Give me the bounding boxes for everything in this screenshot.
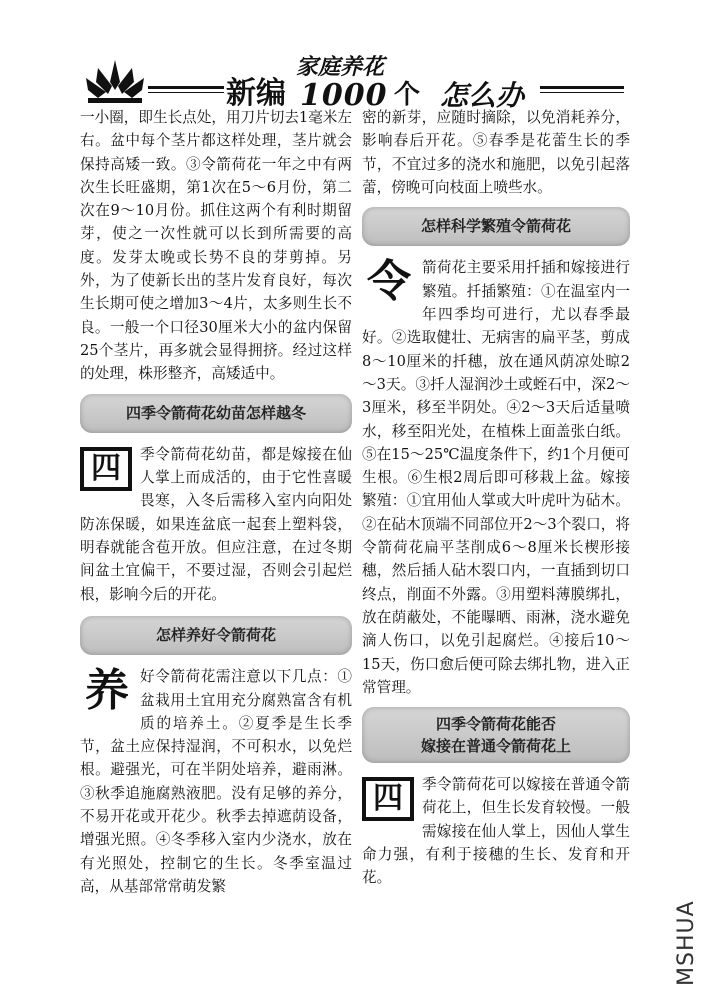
header-ge: 个 bbox=[394, 80, 421, 110]
header-rule-left-2 bbox=[148, 92, 224, 93]
watermark: MSHUA bbox=[674, 900, 699, 986]
header-rule-left bbox=[148, 86, 224, 89]
dropcap-ling: 令 bbox=[367, 256, 411, 308]
left-paragraph-2: 四 季令箭荷花幼苗，都是嫁接在仙人掌上而成活的，由于它性喜暖畏寒，入冬后需移入室内向阳处防冻保暖，如果连盆底一起套上塑料袋，明春就能含苞开放。但应注意，在过冬期间盆土宜偏干，不要过湿，否则会引起烂根，影响今后的开花。 bbox=[80, 445, 352, 603]
header-rule-right-2 bbox=[540, 92, 624, 93]
dropcap-yang: 养 bbox=[85, 665, 129, 717]
header-rule-right bbox=[540, 86, 624, 89]
section-heading-propagation: 怎样科学繁殖令箭荷花 bbox=[362, 207, 630, 246]
lotus-icon bbox=[84, 56, 146, 108]
header-number: 1000 bbox=[300, 78, 388, 113]
right-column bbox=[362, 106, 630, 890]
right-paragraph-3: 四 季令箭荷花可以嫁接在普通令箭荷花上，但生长发育较慢。一般需嫁接在仙人掌上，因仙人掌生命力强，有利于接穗的生长、发育和开花。 bbox=[362, 776, 630, 887]
left-column bbox=[80, 106, 352, 898]
section-heading-grafting bbox=[362, 707, 630, 763]
left-paragraph-1: 一小圈，即生长点处，用刀片切去1毫米左右。盆中每个茎片都这样处理，茎片就会保持高矮一致。③令箭荷花一年之中有两次生长旺盛期，第1次在5～6月份，第二次在9～10月份。抓住这两个有利时期留芽，使之一次性就可以长到所需要的高度。发芽太晚或长势不良的芽剪掉。另外，为了使新长出的茎片发育良好，每次生长期可使之增加3～4片，太多则生长不良。一般一个口径30厘米大小的盆内保留25个茎片，再多就会显得拥挤。经过这样的处理，株形整齐，高矮适中。 bbox=[80, 109, 352, 383]
left-paragraph-3: 养好令箭荷花需注意以下几点：①盆栽用土宜用充分腐熟富含有机质的培养土。②夏季是生长季节，盆土应保持湿润，不可积水，以免烂根。避强光，可在半阴处培养，避雨淋。③秋季追施腐熟液肥。没有足够的养分，不易开花或开花少。秋季去掉遮荫设备，增强光照。④冬季移入室内少浇水，放在有光照处，控制它的生长。冬季室温过高，从基部常常萌发繁 bbox=[80, 665, 352, 895]
section-heading-grafting-line1: 四季令箭荷花能否 bbox=[435, 715, 556, 734]
dropcap-si-1: 四 bbox=[80, 447, 132, 491]
section-heading-grafting-line2: 嫁接在普通令箭荷花上 bbox=[420, 737, 571, 756]
right-paragraph-1: 密的新芽，应随时摘除，以免消耗养分，影响春后开花。⑤春季是花蕾生长的季节，不宜过多的浇水和施肥，以免引起落蕾，傍晚可向枝面上喷些水。 bbox=[362, 109, 630, 196]
header-xin: 新编 bbox=[226, 76, 286, 111]
dropcap-si-2: 四 bbox=[362, 777, 414, 821]
section-heading-care: 怎样养好令箭荷花 bbox=[80, 616, 352, 655]
header-zen: 怎么办 bbox=[440, 79, 525, 112]
section-heading-overwinter: 四季令箭荷花幼苗怎样越冬 bbox=[80, 394, 352, 433]
right-paragraph-2: 令箭荷花主要采用扦插和嫁接进行繁殖。扦插繁殖：①在温室内一年四季均可进行，尤以春季最好。②选取健壮、无病害的扁平茎，剪成8～10厘米的扦穗，放在通风荫凉处晾2～3天。③扦人湿润沙土或蛭石中，深2～3厘米，移至半阴处。④2～3天后适量喷水，移至阳光处，在植株上面盖张白纸。⑤在15～25℃温度条件下，约1个月便可生根。⑥生根2周后即可移栽上盆。嫁接繁殖：①宜用仙人掌或大叶虎叶为砧木。②在砧木顶端不同部位开2～3个裂口，将令箭荷花扁平茎削成6～8厘米长楔形接穗，然后插人砧木裂口内，一直插到切口终点，削面不外露。③用塑料薄膜绑扎，放在荫蔽处，不能曝晒、雨淋，浇水避免滴人伤口，以免引起腐烂。④接后10～15天，伤口愈后便可除去绑扎物，进入正常管理。 bbox=[362, 256, 630, 696]
header-jiating: 家庭养花 bbox=[296, 54, 385, 80]
